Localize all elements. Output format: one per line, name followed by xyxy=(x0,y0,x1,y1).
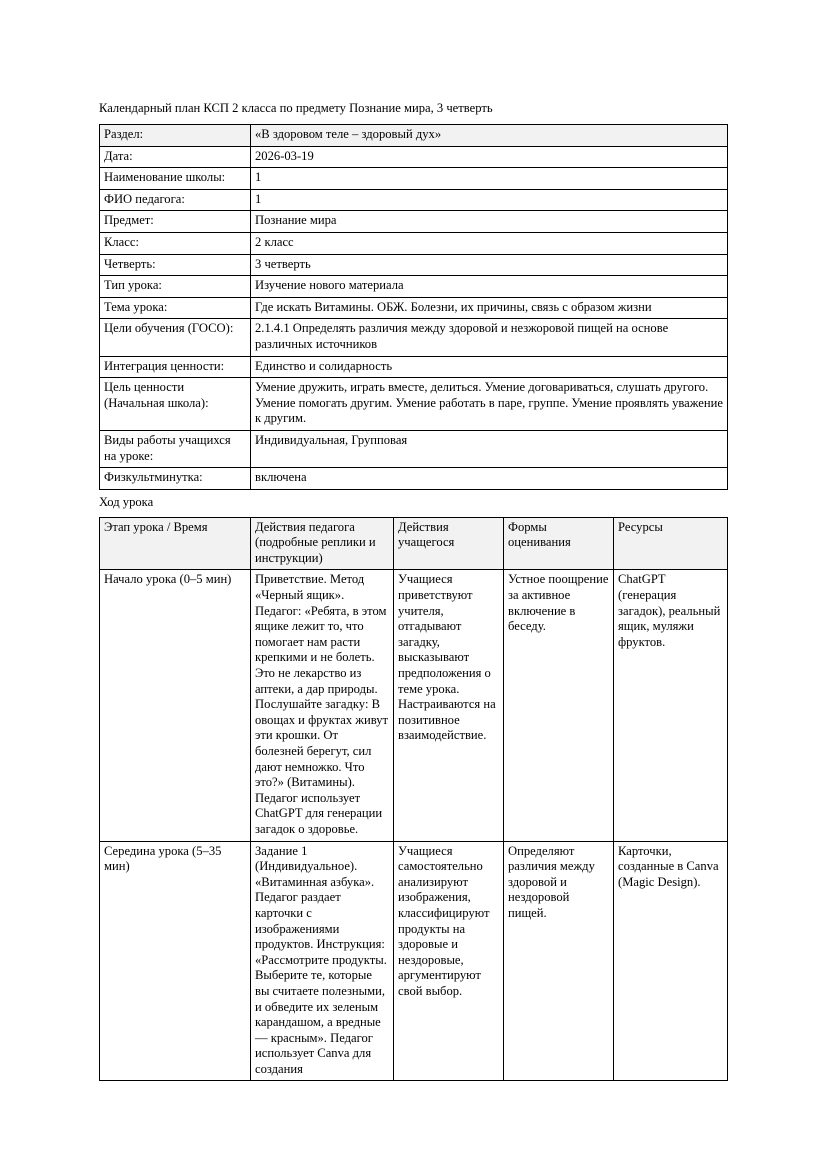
lesson-info-body xyxy=(100,125,728,490)
info-value: Познание мира xyxy=(251,211,728,233)
info-label: ФИО педагога: xyxy=(100,189,251,211)
lesson-plan-body xyxy=(100,570,728,1081)
table-row xyxy=(100,570,728,841)
column-header-assessment: Формы оценивания xyxy=(504,517,614,570)
info-value: Индивидуальная, Групповая xyxy=(251,430,728,467)
column-header-resources: Ресурсы xyxy=(614,517,728,570)
table-row xyxy=(100,356,728,378)
info-label: Цели обучения (ГОСО): xyxy=(100,319,251,356)
info-value: 2 класс xyxy=(251,232,728,254)
table-row xyxy=(100,189,728,211)
table-row xyxy=(100,378,728,431)
table-row xyxy=(100,232,728,254)
info-value: 2026-03-19 xyxy=(251,146,728,168)
cell-assessment: Определяют различия между здоровой и нездоровой пищей. xyxy=(504,841,614,1081)
cell-student-actions: Учащиеся самостоятельно анализируют изображения, классифицируют продукты на здоровые и нездоровые, аргументируют свой выбор. xyxy=(394,841,504,1081)
cell-student-actions: Учащиеся приветствуют учителя, отгадывают загадку, высказывают предположения о теме урока. Настраиваются на позитивное взаимодействие. xyxy=(394,570,504,841)
info-label: Наименование школы: xyxy=(100,168,251,190)
info-value: 2.1.4.1 Определять различия между здоровой и незжоровой пищей на основе различных источников xyxy=(251,319,728,356)
info-value: Умение дружить, играть вместе, делиться. Умение договариваться, слушать другого. Умение помогать другим. Умение работать в паре, группе. Умение проявлять уважение к другим. xyxy=(251,378,728,431)
info-label: Тип урока: xyxy=(100,276,251,298)
table-row xyxy=(100,146,728,168)
column-header-stage: Этап урока / Время xyxy=(100,517,251,570)
info-label: Дата: xyxy=(100,146,251,168)
cell-teacher-actions: Задание 1 (Индивидуальное). «Витаминная азбука». Педагог раздает карточки с изображениями продуктов. Инструкция: «Рассмотрите продукты. Выберите те, которые вы считаете полезными, и обведите их зеленым карандашом, а вредные — красным». Педагог использует Canva для создания xyxy=(251,841,394,1081)
column-header-teacher-actions: Действия педагога (подробные реплики и инструкции) xyxy=(251,517,394,570)
info-label: Интеграция ценности: xyxy=(100,356,251,378)
cell-assessment: Устное поощрение за активное включение в беседу. xyxy=(504,570,614,841)
lesson-plan-header xyxy=(100,517,728,570)
info-label: Тема урока: xyxy=(100,297,251,319)
info-value: 3 четверть xyxy=(251,254,728,276)
lesson-plan-table xyxy=(99,517,728,1082)
lesson-info-table xyxy=(99,124,728,490)
info-value: Где искать Витамины. ОБЖ. Болезни, их причины, связь с образом жизни xyxy=(251,297,728,319)
info-value: включена xyxy=(251,468,728,490)
table-row xyxy=(100,468,728,490)
info-label: Класс: xyxy=(100,232,251,254)
page-title: Календарный план КСП 2 класса по предмету Познание мира, 3 четверть xyxy=(99,101,493,115)
info-label: Предмет: xyxy=(100,211,251,233)
table-row xyxy=(100,297,728,319)
cell-stage: Середина урока (5–35 мин) xyxy=(100,841,251,1081)
cell-resources: Карточки, созданные в Canva (Magic Design). xyxy=(614,841,728,1081)
table-row xyxy=(100,168,728,190)
info-label: Раздел: xyxy=(100,125,251,147)
info-label: Четверть: xyxy=(100,254,251,276)
table-row xyxy=(100,276,728,298)
info-label: Виды работы учащихся на уроке: xyxy=(100,430,251,467)
table-header-row xyxy=(100,517,728,570)
table-row xyxy=(100,841,728,1081)
section-heading: Ход урока xyxy=(99,494,154,509)
cell-stage: Начало урока (0–5 мин) xyxy=(100,570,251,841)
table-row xyxy=(100,254,728,276)
info-value: 1 xyxy=(251,189,728,211)
column-header-student-actions: Действия учащегося xyxy=(394,517,504,570)
table-row xyxy=(100,430,728,467)
info-value: Изучение нового материала xyxy=(251,276,728,298)
cell-teacher-actions: Приветствие. Метод «Черный ящик». Педагог: «Ребята, в этом ящике лежит то, что помогает нам расти крепкими и не болеть. Это не лекарство из аптеки, а дар природы. Послушайте загадку: В овощах и фруктах живут эти крошки. От болезней берегут, сил дают немножко. Что это?» (Витамины). Педагог использует ChatGPT для генерации загадок о здоровье. xyxy=(251,570,394,841)
info-value: 1 xyxy=(251,168,728,190)
cell-resources: ChatGPT (генерация загадок), реальный ящик, муляжи фруктов. xyxy=(614,570,728,841)
table-row xyxy=(100,319,728,356)
info-value: Единство и солидарность xyxy=(251,356,728,378)
table-row xyxy=(100,211,728,233)
info-label: Цель ценности (Начальная школа): xyxy=(100,378,251,431)
info-value: «В здоровом теле – здоровый дух» xyxy=(251,125,728,147)
table-row xyxy=(100,125,728,147)
info-label: Физкультминутка: xyxy=(100,468,251,490)
